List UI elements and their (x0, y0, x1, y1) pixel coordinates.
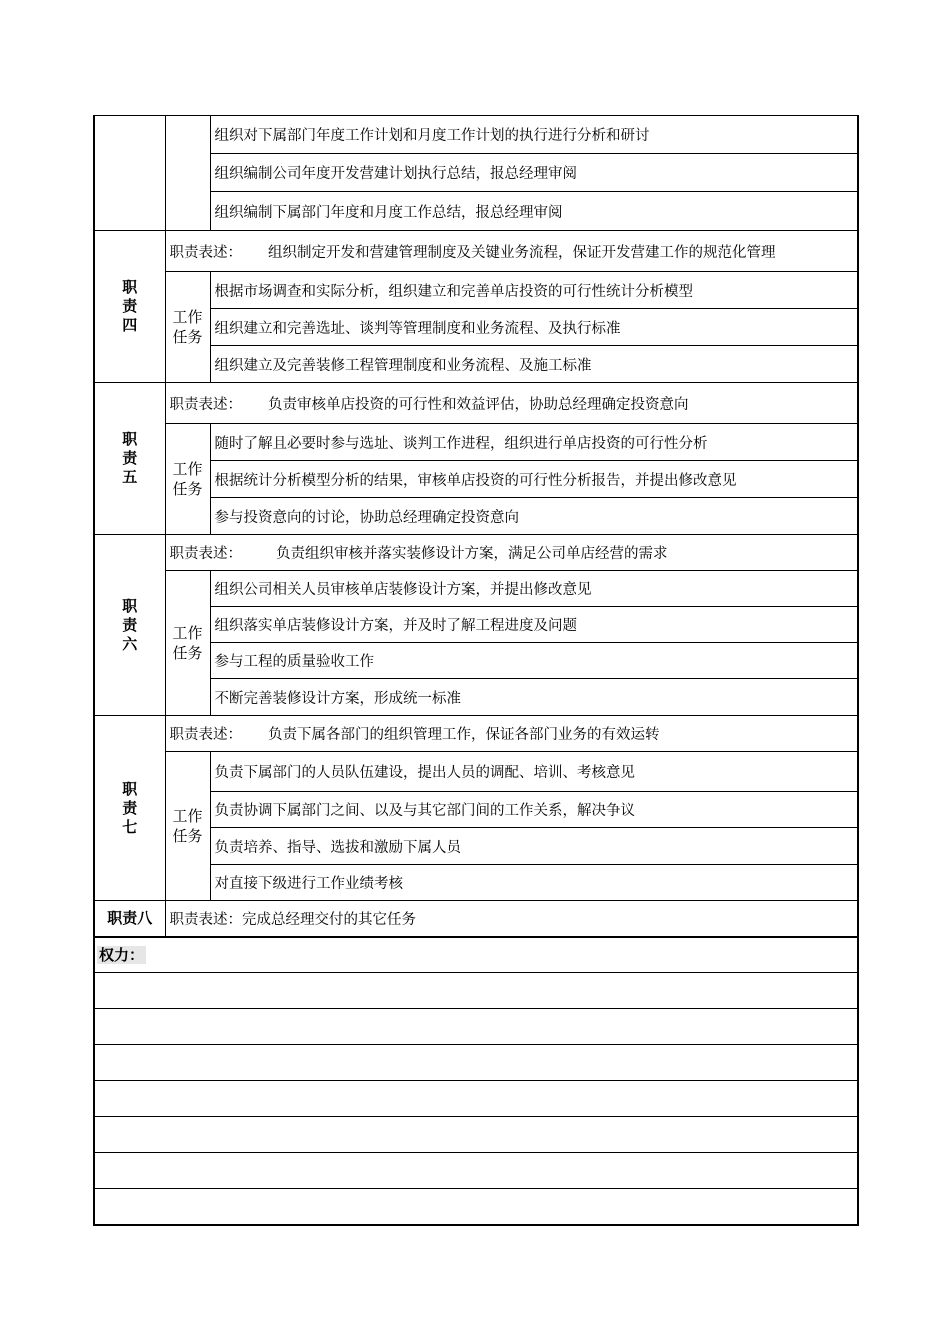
duty-statement-cell (165, 383, 858, 424)
work-task-label: 工作 任务 (165, 752, 210, 901)
duty-number-cell (94, 535, 165, 716)
duty-number-char: 五 (122, 468, 138, 486)
task-row (94, 424, 858, 461)
task-cell: 参与工程的质量验收工作 (210, 643, 858, 679)
power-blank-row (94, 1189, 858, 1225)
power-blank-row (94, 1009, 858, 1045)
task-cell: 组织对下属部门年度工作计划和月度工作计划的执行进行分析和研讨 (210, 116, 858, 154)
task-cell: 根据市场调查和实际分析，组织建立和完善单店投资的可行性统计分析模型 (210, 272, 858, 309)
duty-statement-row (94, 716, 858, 752)
duty-number-char: 责 (122, 615, 138, 634)
duty-number-cell (94, 231, 165, 383)
duty-statement-cell (165, 535, 858, 571)
duty-statement-text: 负责组织审核并落实装修设计方案，满足公司单店经营的需求 (276, 546, 668, 562)
duty-number-char: 六 (122, 634, 138, 653)
duty-statement-label: 职责表述： (169, 244, 242, 261)
task-cell: 参与投资意向的讨论，协助总经理确定投资意向 (210, 498, 858, 535)
duty-number-char: 四 (122, 316, 138, 334)
power-blank-row (94, 973, 858, 1009)
task-cell: 组织建立和完善选址、谈判等管理制度和业务流程、及执行标准 (210, 309, 858, 346)
task-cell: 组织公司相关人员审核单店装修设计方案，并提出修改意见 (210, 571, 858, 607)
duty-number-char: 七 (122, 817, 138, 836)
duty-number-char: 职 (122, 779, 138, 798)
power-blank-row (94, 1081, 858, 1117)
cont-sub-cell (165, 116, 210, 231)
task-cell: 组织编制下属部门年度和月度工作总结，报总经理审阅 (210, 192, 858, 231)
cont-num-cell (94, 116, 165, 231)
duty-eight-row (94, 901, 858, 937)
task-cell: 负责协调下属部门之间、以及与其它部门间的工作关系，解决争议 (210, 792, 858, 828)
work-task-label: 工作 任务 (165, 571, 210, 716)
task-cell: 不断完善装修设计方案，形成统一标准 (210, 679, 858, 716)
cont-task-row (94, 116, 858, 154)
duty-number-char: 责 (122, 449, 138, 467)
power-blank-row (94, 1153, 858, 1189)
power-blank-cell (94, 1081, 858, 1117)
work-task-label: 工作 任务 (165, 424, 210, 535)
task-row (94, 752, 858, 792)
power-blank-row (94, 1117, 858, 1153)
task-cell: 负责培养、指导、选拔和激励下属人员 (210, 828, 858, 865)
duty-eight-label: 职责八 (94, 901, 165, 937)
duty-statement-text: 组织制定开发和营建管理制度及关键业务流程，保证开发营建工作的规范化管理 (268, 244, 776, 261)
duty-statement-row (94, 383, 858, 424)
task-cell: 负责下属部门的人员队伍建设，提出人员的调配、培训、考核意见 (210, 752, 858, 792)
duty-number-cell (94, 716, 165, 901)
duty-statement-row (94, 231, 858, 272)
duty-statement-label: 职责表述： (169, 727, 242, 743)
task-cell: 对直接下级进行工作业绩考核 (210, 865, 858, 901)
task-row (94, 571, 858, 607)
power-blank-row (94, 1045, 858, 1081)
job-description-sheet (93, 115, 857, 1226)
task-cell: 组织建立及完善装修工程管理制度和业务流程、及施工标准 (210, 346, 858, 383)
duties-table (93, 115, 859, 1226)
task-cell: 组织落实单店装修设计方案，并及时了解工程进度及问题 (210, 607, 858, 643)
power-blank-cell (94, 973, 858, 1009)
duty-statement-cell (165, 716, 858, 752)
task-row (94, 272, 858, 309)
duty-eight-statement: 职责表述：完成总经理交付的其它任务 (165, 901, 858, 937)
power-blank-cell (94, 1117, 858, 1153)
power-label: 权力： (99, 946, 145, 965)
task-cell: 组织编制公司年度开发营建计划执行总结，报总经理审阅 (210, 154, 858, 192)
task-cell: 根据统计分析模型分析的结果，审核单店投资的可行性分析报告，并提出修改意见 (210, 461, 858, 498)
task-cell: 随时了解且必要时参与选址、谈判工作进程，组织进行单店投资的可行性分析 (210, 424, 858, 461)
duty-statement-row (94, 535, 858, 571)
duty-statement-text: 负责审核单店投资的可行性和效益评估，协助总经理确定投资意向 (268, 396, 689, 413)
power-blank-cell (94, 1153, 858, 1189)
duty-number-char: 职 (122, 596, 138, 615)
power-blank-cell (94, 1009, 858, 1045)
duty-statement-text: 负责下属各部门的组织管理工作，保证各部门业务的有效运转 (268, 727, 660, 743)
power-blank-cell (94, 1189, 858, 1225)
duty-number-char: 责 (122, 297, 138, 315)
duty-statement-cell (165, 231, 858, 272)
power-blank-cell (94, 1045, 858, 1081)
power-header-row (94, 937, 858, 973)
duty-number-char: 职 (122, 278, 138, 296)
duty-number-cell (94, 383, 165, 535)
duty-number-char: 责 (122, 798, 138, 817)
duty-statement-label: 职责表述： (169, 546, 242, 562)
work-task-label: 工作 任务 (165, 272, 210, 383)
duty-number-char: 职 (122, 430, 138, 448)
power-header-cell (94, 937, 858, 973)
duty-statement-label: 职责表述： (169, 396, 242, 413)
